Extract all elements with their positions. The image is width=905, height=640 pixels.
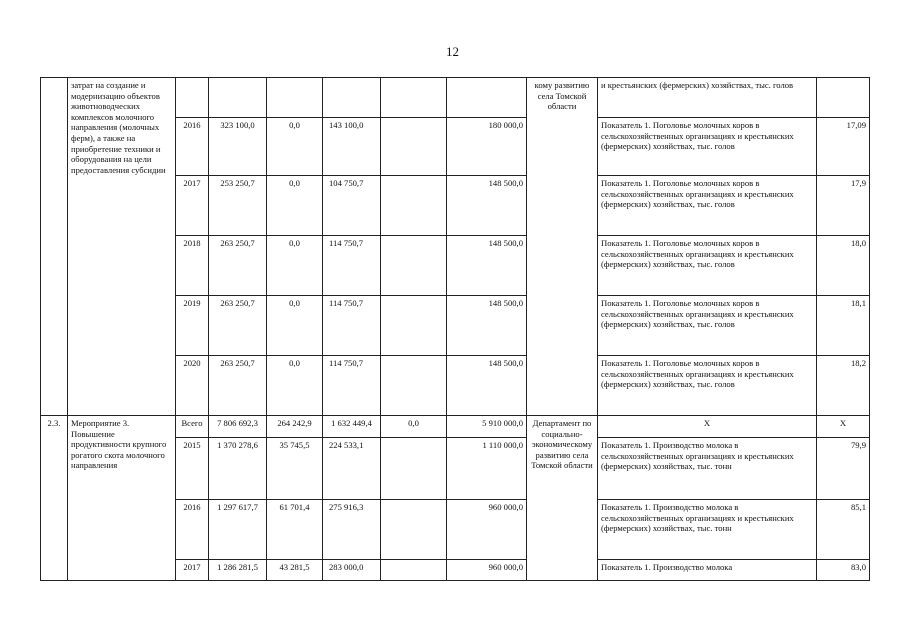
program-table xyxy=(40,77,870,581)
table-row: 2017 253 250,7 0,0 104 750,7 148 500,0 Показатель 1. Поголовье молочных коров в сельскохозяйственных организациях и крестьянских (фермерских) хозяйствах, тыс. голов 17,9 xyxy=(41,176,870,236)
table-row: 2016 323 100,0 0,0 143 100,0 180 000,0 Показатель 1. Поголовье молочных коров в сельскохозяйственных организациях и крестьянских (фермерских) хозяйствах, тыс. голов 17,09 xyxy=(41,118,870,176)
event-name-cell: затрат на создание и модернизацию объектов животноводческих комплексов молочного направления (молочных ферм), а также на приобретение техники и оборудования на цели предоставления субсидии xyxy=(68,78,176,416)
executor-cell: кому развитию села Томской области xyxy=(527,78,598,416)
row-number-cell: 2.3. xyxy=(41,416,68,581)
table-row: 2015 1 370 278,6 35 745,5 224 533,1 1 110 000,0 Показатель 1. Производство молока в сельскохозяйственных организациях и крестьянских (фермерских) хозяйствах, тыс. тонн 79,9 xyxy=(41,438,870,500)
executor-cell: Департамент по социально-экономическому развитию села Томской области xyxy=(527,416,598,581)
table-row: 2019 263 250,7 0,0 114 750,7 148 500,0 Показатель 1. Поголовье молочных коров в сельскохозяйственных организациях и крестьянских (фермерских) хозяйствах, тыс. голов 18,1 xyxy=(41,296,870,356)
table-row: 2016 1 297 617,7 61 701,4 275 916,3 960 000,0 Показатель 1. Производство молока в сельскохозяйственных организациях и крестьянских (фермерских) хозяйствах, тыс. тонн 85,1 xyxy=(41,500,870,560)
table-row: 2017 1 286 281,5 43 281,5 283 000,0 960 000,0 Показатель 1. Производство молока 83,0 xyxy=(41,560,870,581)
table-row: 2018 263 250,7 0,0 114 750,7 148 500,0 Показатель 1. Поголовье молочных коров в сельскохозяйственных организациях и крестьянских (фермерских) хозяйствах, тыс. голов 18,0 xyxy=(41,236,870,296)
row-number-cell xyxy=(41,78,68,416)
table-row-total: 2.3. Мероприятие 3. Повышение продуктивности крупного рогатого скота молочного направления Всего 7 806 692,3 264 242,9 1 632 449,4 0,0 5 910 000,0 Департамент по социально-экономическому развитию села Томской области Х Х xyxy=(41,416,870,438)
table-row: 2020 263 250,7 0,0 114 750,7 148 500,0 Показатель 1. Поголовье молочных коров в сельскохозяйственных организациях и крестьянских (фермерских) хозяйствах, тыс. голов 18,2 xyxy=(41,356,870,416)
page-number: 12 xyxy=(446,44,459,59)
indicator-cell: и крестьянских (фермерских) хозяйствах, тыс. голов xyxy=(598,78,817,118)
event-name-cell: Мероприятие 3. Повышение продуктивности крупного рогатого скота молочного направления xyxy=(68,416,176,581)
